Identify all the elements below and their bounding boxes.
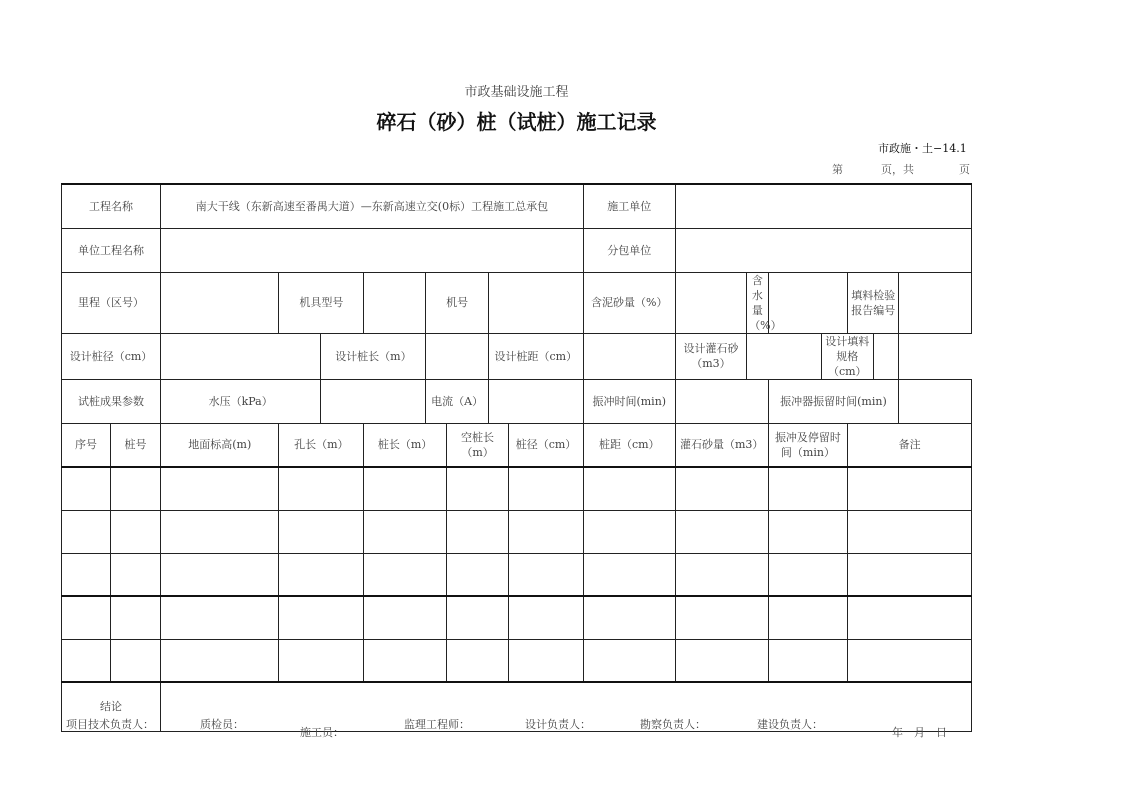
date-field: 年 月 日 [892,726,947,739]
equipment-model-label: 机具型号 [279,272,364,333]
cell [446,467,508,510]
water-pressure-label: 水压（kPa） [161,379,321,423]
mileage-value [161,272,279,333]
document-supertitle: 市政基础设施工程 [464,85,569,100]
cell [364,510,447,553]
machine-no-value [488,272,583,333]
current-label: 电流（A） [426,379,488,423]
design-fill-spec-label: 设计填料规格（cm） [821,333,873,379]
table-row [62,596,972,639]
design-spacing-value [583,333,675,379]
col-header-seq: 序号 [62,423,111,467]
fill-report-value [899,272,972,333]
cell [768,639,848,682]
cell [768,596,848,639]
cell [161,639,279,682]
conclusion-label: 结论 [62,682,161,731]
subcontract-unit-value [675,228,971,272]
cell [279,467,364,510]
cell [364,467,447,510]
cell [768,510,848,553]
col-header-pile-no: 桩号 [111,423,161,467]
cell [279,553,364,596]
cell [279,639,364,682]
cell [675,510,768,553]
mileage-label: 里程（区号） [62,272,161,333]
table-row [62,639,972,682]
cell [446,510,508,553]
design-diameter-label: 设计桩径（cm） [62,333,161,379]
page-label-prefix: 第 [832,163,843,176]
cell [583,639,675,682]
cell [161,510,279,553]
cell [62,639,111,682]
table-row [62,553,972,596]
vibrator-time-label: 振冲器振留时间(min) [768,379,899,423]
col-header-ground-elev: 地面标高(m) [161,423,279,467]
page-label-suffix: 页 [959,163,970,176]
cell [509,467,584,510]
unit-project-value [161,228,584,272]
design-length-label: 设计桩长（m） [321,333,426,379]
cell [111,510,161,553]
cell [364,553,447,596]
water-pressure-value [321,379,426,423]
vibration-time-value [675,379,768,423]
document-title: 碎石（砂）桩（试桩）施工记录 [376,110,657,134]
cell [509,639,584,682]
col-header-empty-length: 空桩长（m） [446,423,508,467]
cell [848,596,972,639]
cell [848,510,972,553]
col-header-remarks: 备注 [848,423,972,467]
cell [446,639,508,682]
col-header-hole-length: 孔长（m） [279,423,364,467]
cell [161,596,279,639]
build-lead-signature: 建设负责人： [757,718,823,731]
cell [62,467,111,510]
cell [279,596,364,639]
cell [583,596,675,639]
quality-inspector-signature: 质检员： [200,718,244,731]
table-row [62,467,972,510]
mud-content-value [675,272,746,333]
design-stone-label: 设计灌石砂（m3） [675,333,746,379]
construction-record-table [61,183,972,732]
cell [62,510,111,553]
design-diameter-value [161,333,321,379]
project-tech-lead-signature: 项目技术负责人： [66,718,154,731]
cell [509,596,584,639]
equipment-model-value [364,272,426,333]
cell [848,639,972,682]
cell [848,553,972,596]
current-value [488,379,583,423]
cell [111,467,161,510]
cell [768,553,848,596]
cell [62,596,111,639]
constructor-signature: 施工员： [300,726,344,739]
col-header-stone-volume: 灌石砂量（m3） [675,423,768,467]
unit-project-label: 单位工程名称 [62,228,161,272]
col-header-diameter: 桩径（cm） [509,423,584,467]
design-length-value [426,333,488,379]
col-header-vibration-time: 振冲及停留时间（min） [768,423,848,467]
construction-unit-value [675,184,971,228]
machine-no-label: 机号 [426,272,488,333]
cell [583,510,675,553]
design-lead-signature: 设计负责人： [525,718,591,731]
cell [161,467,279,510]
cell [446,596,508,639]
col-header-pile-length: 桩长（m） [364,423,447,467]
cell [111,596,161,639]
fill-report-label: 填料检验报告编号 [848,272,899,333]
mud-content-label: 含泥砂量（%） [583,272,675,333]
cell [111,553,161,596]
table-row [62,510,972,553]
cell [364,639,447,682]
cell [62,553,111,596]
project-name-value: 南大干线（东新高速至番禺大道）—东新高速立交(0标）工程施工总承包 [161,184,584,228]
cell [509,510,584,553]
vibration-time-label: 振冲时间(min) [583,379,675,423]
cell [583,467,675,510]
cell [111,639,161,682]
cell [848,467,972,510]
supervisor-signature: 监理工程师： [404,718,470,731]
cell [364,596,447,639]
cell [675,596,768,639]
cell [446,553,508,596]
page-label-middle: 页，共 [881,163,914,176]
col-header-spacing: 桩距（cm） [583,423,675,467]
construction-unit-label: 施工单位 [583,184,675,228]
design-fill-spec-value [873,333,899,379]
cell [675,553,768,596]
design-stone-value [747,333,822,379]
cell [583,553,675,596]
trial-result-label: 试桩成果参数 [62,379,161,423]
cell [509,553,584,596]
cell [675,467,768,510]
project-name-label: 工程名称 [62,184,161,228]
water-content-label: 含水量（%） [747,272,768,333]
vibrator-time-value [899,379,972,423]
cell [675,639,768,682]
cell [279,510,364,553]
survey-lead-signature: 勘察负责人： [640,718,706,731]
design-spacing-label: 设计桩距（cm） [488,333,583,379]
form-code: 市政施・土−14.1 [878,142,967,155]
cell [161,553,279,596]
subcontract-unit-label: 分包单位 [583,228,675,272]
cell [768,467,848,510]
